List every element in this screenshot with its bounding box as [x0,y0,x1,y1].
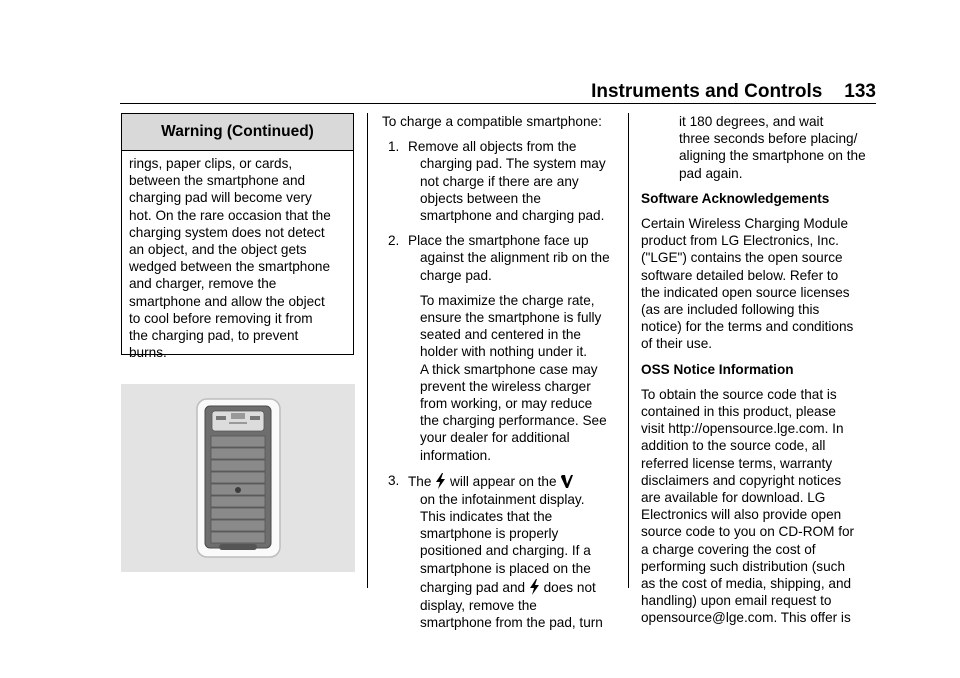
text-line: burns. [129,345,167,361]
text-line: charging pad will become very [129,190,312,206]
text-line: This indicates that the [420,509,553,525]
middle-column [382,113,622,631]
charging-pad-figure [121,384,355,572]
section-title: Instruments and Controls [591,81,823,102]
text-line: Remove all objects from the [408,139,577,155]
text-line: not charge if there are any [420,173,579,189]
text-line: disclaimers and copyright notices [641,472,842,488]
text-line: smartphone from the pad, turn [420,615,603,631]
text-line: Certain Wireless Charging Module [641,216,849,232]
text-line: smartphone is properly [420,526,559,542]
text-line: ("LGE") contains the open source [641,250,843,266]
text-line: performing such distribution (such [641,558,845,574]
text-fragment: The [408,473,432,489]
text-line: smartphone is placed on the [420,560,591,576]
text-line: ensure the smartphone is fully [420,310,602,326]
text-line: positioned and charging. If a [420,543,591,559]
text-line: objects between the [420,190,541,206]
heading-oss-notice: OSS Notice Information [641,361,794,377]
text-line: product from LG Electronics, Inc. [641,233,839,249]
text-line: handling) upon email request to [641,593,832,609]
text-line: holder with nothing under it. [420,344,588,360]
text-line: pad again. [679,165,743,181]
warning-title: Warning (Continued) [122,114,353,151]
text-line: referred license terms, warranty [641,455,833,471]
text-line: seated and centered in the [420,327,581,343]
warning-box [121,113,354,361]
text-line: smartphone and charging pad. [420,208,605,224]
page-number: 133 [844,81,876,102]
text-line: smartphone and allow the object [129,293,325,309]
text-line: a charge covering the cost of [641,541,816,557]
phone-charging-status-icon [560,474,574,489]
text-line: information. [420,447,492,463]
text-line: visit http://opensource.lge.com. In [641,421,844,437]
heading-software-acknowledgements: Software Acknowledgements [641,190,830,206]
text-line: addition to the source code, all [641,438,826,454]
running-header [120,82,876,102]
text-line: on the infotainment display. [420,491,585,507]
text-line: the charging performance. See [420,413,607,429]
text-line: three seconds before placing/ [679,131,858,147]
text-line: are available for download. LG [641,490,826,506]
step-3-continued [641,113,881,182]
text-line: wedged between the smartphone [129,259,331,275]
text-line [408,472,622,491]
right-column [641,113,881,627]
text-line: the charging pad, to prevent [129,328,299,344]
step-3 [382,472,622,631]
text-line: aligning the smartphone on the [679,148,866,164]
text-line: Electronics will also provide open [641,507,842,523]
text-line: (as are included following this [641,302,820,318]
column-divider-left [367,113,368,588]
paragraph-software [641,215,881,353]
step-1 [382,138,622,224]
warning-body [122,151,353,361]
header-rule [120,103,876,104]
text-line: rings, paper clips, or cards, [129,156,293,171]
wireless-charging-pad-illustration [121,384,355,572]
paragraph-oss [641,386,881,627]
step-number: 3. [388,472,400,488]
step-2 [382,232,622,464]
text-line: it 180 degrees, and wait [679,114,824,129]
step-number: 1. [388,139,400,155]
text-line: software detailed below. Refer to [641,267,839,283]
text-line: Place the smartphone face up [408,233,589,249]
text-fragment: does not [543,579,596,595]
column-divider-right [628,113,629,588]
text-line: source code to you on CD-ROM for [641,524,855,540]
text-line: and charger, remove the [129,276,277,292]
text-line: To maximize the charge rate, [420,292,595,308]
text-line: an object, and the object gets [129,242,307,258]
step-2-note [408,292,622,464]
intro-text: To charge a compatible smartphone: [382,114,602,129]
text-line: charging pad. The system may [420,156,606,172]
text-line: between the smartphone and [129,173,306,189]
charging-bolt-icon [435,473,446,489]
text-line: opensource@lge.com. This offer is [641,610,851,626]
step-number: 2. [388,233,400,249]
text-line: display, remove the [420,597,537,613]
text-line: charging system does not detect [129,224,325,240]
text-line: from working, or may reduce [420,396,593,412]
text-line: hot. On the rare occasion that the [129,207,331,223]
text-fragment: will appear on the [450,473,557,489]
text-line: prevent the wireless charger [420,378,591,394]
text-line: To obtain the source code that is [641,386,837,402]
text-fragment: charging pad and [420,579,526,595]
text-line: contained in this product, please [641,404,836,420]
text-line: A thick smartphone case may [420,361,598,377]
text-line: of their use. [641,336,713,352]
text-line: to cool before removing it from [129,310,313,326]
text-line: charge pad. [420,267,492,283]
text-line: as the cost of media, shipping, and [641,576,852,592]
text-line: notice) for the terms and conditions [641,319,854,335]
text-line: your dealer for additional [420,430,570,446]
text-line: the indicated open source licenses [641,284,850,300]
charging-bolt-icon [529,579,540,595]
text-line: against the alignment rib on the [420,250,610,266]
text-line [420,578,622,597]
